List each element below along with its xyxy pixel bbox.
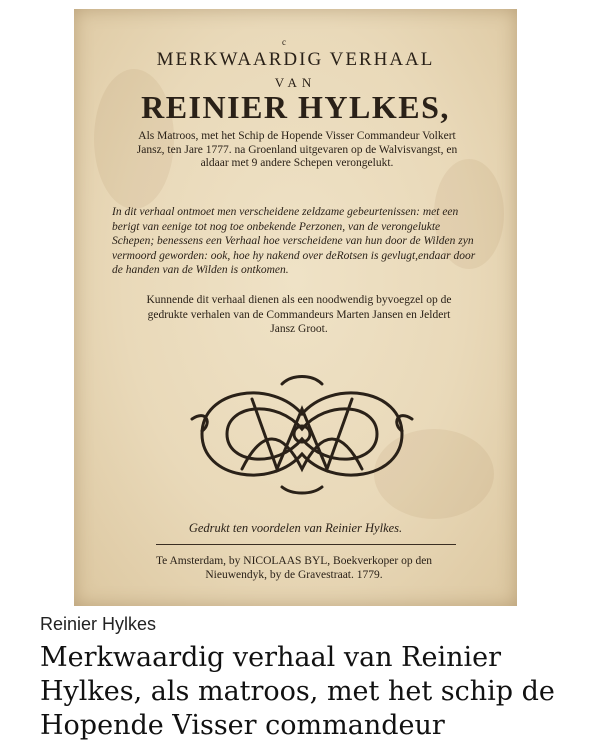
ornament-mark: c: [282, 37, 286, 47]
monogram-ornament-icon: [182, 369, 422, 499]
cover-subtitle: Als Matroos, met het Schip de Hopende Visser Commandeur Volkert Jansz, ten Jare 1777. na Groenland uitgevaren op de Walvisvangst, en aldaar met 9 andere Schepen verongelukt.: [136, 130, 458, 170]
cover-roman-paragraph: Kunnende dit verhaal dienen als een noodwendig byvoegzel op de gedrukte verhalen van de Commandeurs Marten Jansen en Jeldert Jansz Groot.: [146, 294, 452, 336]
cover-title-line-1: MERKWAARDIG VERHAAL: [156, 49, 435, 70]
cover-imprint: Te Amsterdam, by NICOLAAS BYL, Boekverkoper op den Nieuwendyk, by de Gravestraat. 1779.: [155, 555, 433, 581]
book-title[interactable]: Merkwaardig verhaal van Reinier Hylkes, als matroos, met het schip de Hopende Visser commandeur: [40, 642, 555, 741]
cover-printed-for: Gedrukt ten voordelen van Reinier Hylkes.: [188, 521, 403, 535]
book-cover-image[interactable]: [74, 9, 517, 606]
cover-title-line-2: VAN: [274, 75, 317, 90]
cover-italic-paragraph: In dit verhaal ontmoet men verscheidene zeldzame gebeurtenissen: met een berigt van eenige tot nog toe onbekende Perzonen, van de verongelukte Schepen; benessens een Verhaal hoe verscheidene van hun door de Wilden zyn vermoord geworden: ook, hoe hy nakend over deRotsen is gevlugt,endaar door de handen van de Wilden is ontkomen.: [112, 206, 476, 277]
cover-divider: [156, 544, 456, 545]
author-name[interactable]: Reinier Hylkes: [40, 614, 157, 634]
cover-title-line-3: REINIER HYLKES,: [141, 89, 450, 125]
